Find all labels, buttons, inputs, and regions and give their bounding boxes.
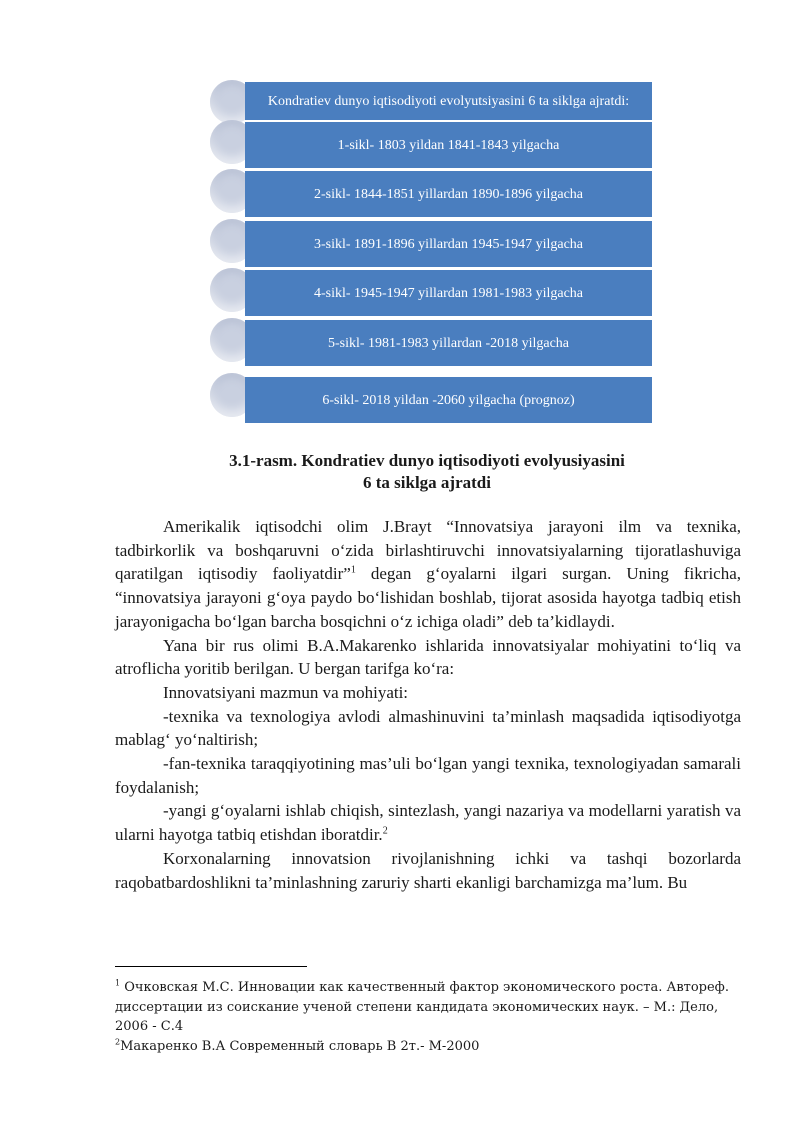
caption-line-1: 3.1-rasm. Kondratiev dunyo iqtisodiyoti evolyusiyasini [229,451,625,470]
footnote-separator [115,966,307,967]
footnote-text: Очковская М.С. Инновации как качественный фактор экономического роста. Автореф. диссертации из соискание ученой степени кандидата экономических наук. – М.: Дело, 2006 - С.4 [115,980,729,1034]
paragraph-text: degan g‘oyalarni ilgari surgan. Uning fikricha, “innovatsiya jarayoni g‘oya paydo bo‘lishidan boshlab, tijorat asosida hayotga tadbiq etish jarayonigacha bo‘lgan barcha bosqichni o‘z ichiga oladi” deb ta’kidlaydi. [115,564,742,631]
footnote-mark: 1 [115,978,121,988]
cycle-label: 3-sikl- 1891-1896 yillardan 1945-1947 yilgacha [245,221,652,267]
footnote-mark: 2 [115,1037,121,1047]
cycle-row-1 [210,120,660,168]
cycle-label: 6-sikl- 2018 yildan -2060 yilgacha (prognoz) [245,377,652,423]
cycle-label: 5-sikl- 1981-1983 yillardan -2018 yilgacha [245,320,652,366]
paragraph [115,515,741,634]
cycle-label: 1-sikl- 1803 yildan 1841-1843 yilgacha [245,122,652,168]
paragraph: Yana bir rus olimi B.A.Makarenko ishlarida innovatsiyalar mohiyatini to‘liq va atroflicha yoritib berilgan. U bergan tarifga ko‘ra: [115,635,741,679]
cycle-row-3 [210,219,660,267]
paragraph: -fan-texnika taraqqiyotining mas’uli bo‘lgan yangi texnika, texnologiyadan samarali foydalanish; [115,754,741,797]
figure-caption [115,450,739,494]
footnote-text: Макаренко В.А Современный словарь В 2т.- М-2000 [120,1038,480,1054]
body-text [115,515,741,894]
paragraph-text: -yangi g‘oyalarni ishlab chiqish, sintezlash, yangi nazariya va modellarni yaratish va ularni hayotga tatbiq etishdan iboratdir. [115,801,741,845]
paragraph: Korxonalarning innovatsion rivojlanishning ichki va tashqi bozorlarda raqobatbardoshlikni ta’minlashning zaruriy sharti ekanligi barchamizga ma’lum. Bu [115,848,741,892]
paragraph-text: Amerikalik iqtisodchi olim J.Brayt “Innovatsiya jarayoni ilm va texnika, tadbirkorlik va boshqaruvni o‘zida birlashtiruvchi innovatsiyalarning tijoratlashuviga qaratilgan iqtisodiy faoliyatdir” [115,517,741,584]
footnotes [115,978,735,1056]
paragraph: Innovatsiyani mazmun va mohiyati: [163,682,409,702]
footnote-ref: 1 [350,564,356,576]
cycle-row-5 [210,318,660,366]
cycle-row-6 [210,373,660,421]
diagram-header: Kondratiev dunyo iqtisodiyoti evolyutsiyasini 6 ta siklga ajratdi: [245,82,652,120]
caption-line-2: 6 ta siklga ajratdi [363,473,491,492]
footnote-1 [115,978,735,1037]
footnote-ref: 2 [382,825,388,837]
cycle-row-4 [210,268,660,316]
paragraph [115,799,741,846]
footnote-2 [115,1037,735,1057]
cycle-label: 2-sikl- 1844-1851 yillardan 1890-1896 yilgacha [245,171,652,217]
cycle-row-2 [210,169,660,217]
cycle-label: 4-sikl- 1945-1947 yillardan 1981-1983 yilgacha [245,270,652,316]
paragraph: -texnika va texnologiya avlodi almashinuvini ta’minlash maqsadida iqtisodiyotga mablag‘ yo‘naltirish; [115,706,741,750]
kondratiev-cycles-diagram [0,0,800,430]
